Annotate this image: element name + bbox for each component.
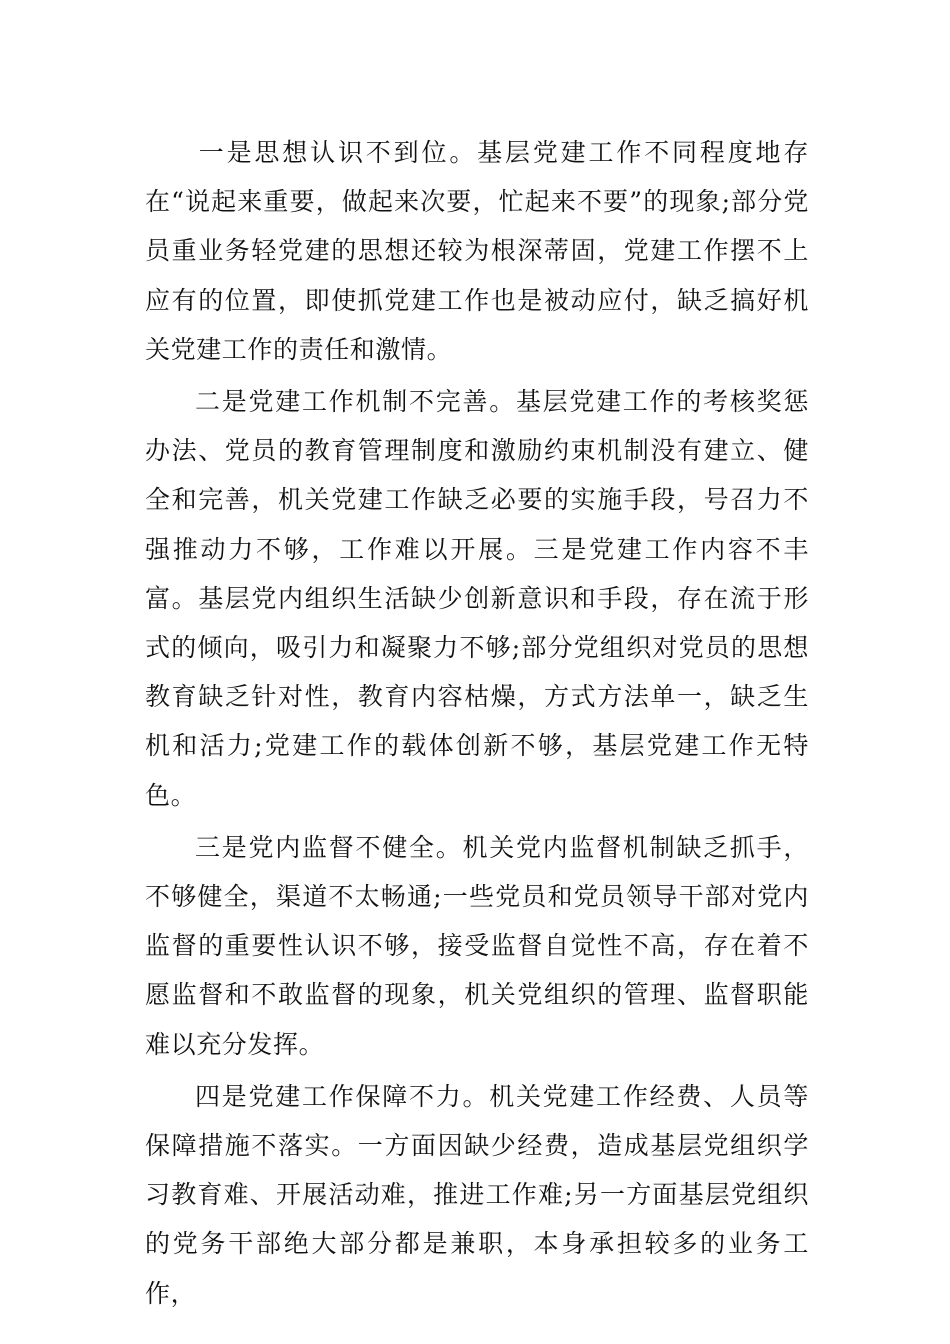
- paragraph-mechanism: 二是党建工作机制不完善。基层党建工作的考核奖惩办法、党员的教育管理制度和激励约束机制没有建立、健全和完善，机关党建工作缺乏必要的实施手段，号召力不强推动力不够，工作难以开展。三是党建工作内容不丰富。基层党内组织生活缺少创新意识和手段，存在流于形式的倾向，吸引力和凝聚力不够;部分党组织对党员的思想教育缺乏针对性，教育内容枯燥，方式方法单一，缺乏生机和活力;党建工作的载体创新不够，基层党建工作无特色。: [145, 387, 809, 810]
- paragraph-supervision: 三是党内监督不健全。机关党内监督机制缺乏抓手，不够健全，渠道不太畅通;一些党员和党员领导干部对党内监督的重要性认识不够，接受监督自觉性不高，存在着不愿监督和不敢监督的现象，机关党组织的管理、监督职能难以充分发挥。: [145, 832, 809, 1059]
- document-body: [145, 128, 809, 1321]
- paragraph-thinking: 一是思想认识不到位。基层党建工作不同程度地存在“说起来重要，做起来次要，忙起来不要”的现象;部分党员重业务轻党建的思想还较为根深蒂固，党建工作摆不上应有的位置，即使抓党建工作也是被动应付，缺乏搞好机关党建工作的责任和激情。: [145, 138, 809, 364]
- paragraph-guarantee: 四是党建工作保障不力。机关党建工作经费、人员等保障措施不落实。一方面因缺少经费，造成基层党组织学习教育难、开展活动难，推进工作难;另一方面基层党组织的党务干部绝大部分都是兼职，本身承担较多的业务工作，: [145, 1081, 809, 1308]
